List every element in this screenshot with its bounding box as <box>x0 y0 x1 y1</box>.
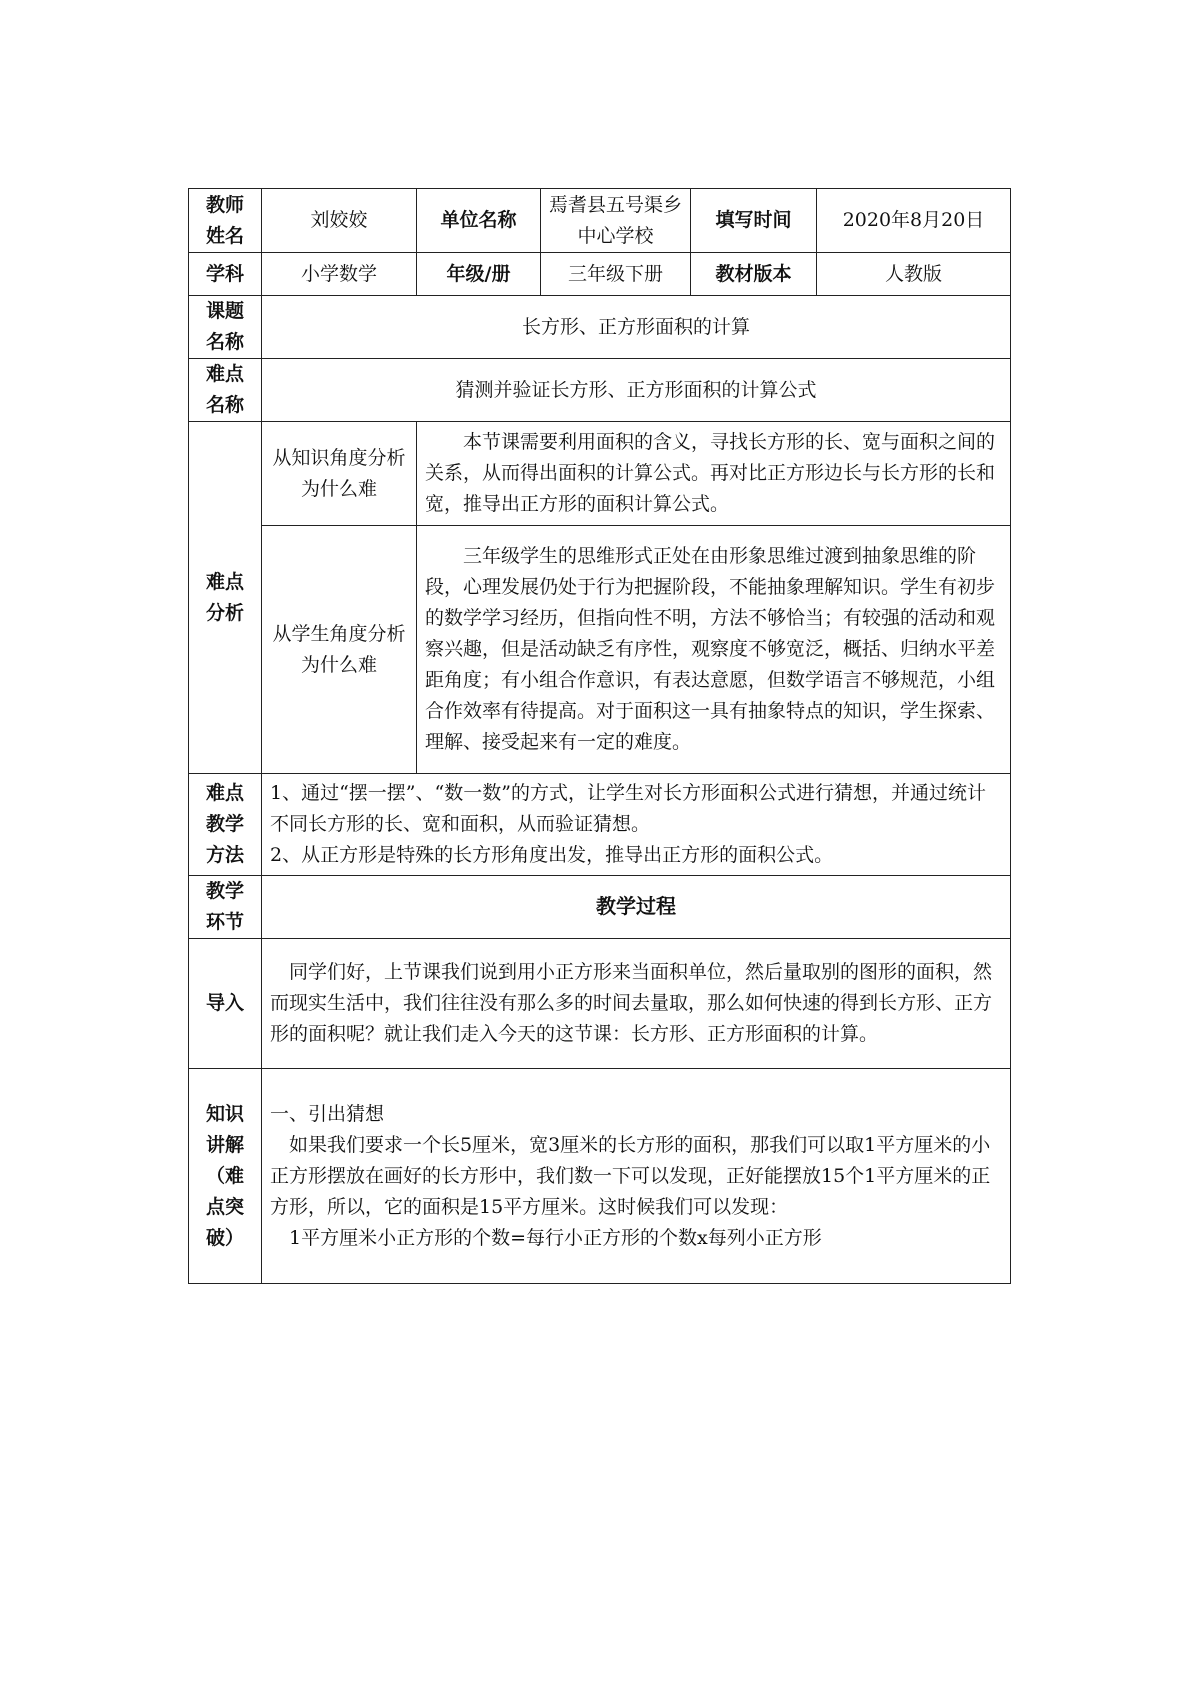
subject-value: 小学数学 <box>262 253 417 296</box>
process-title-cell <box>262 876 1011 939</box>
unit-name-value: 焉耆县五号渠乡中心学校 <box>541 189 691 253</box>
process-label: 教学环节 <box>189 876 262 939</box>
row-subject-info <box>189 253 1011 296</box>
method-item-1: 1、通过“摆一摆”、“数一数”的方式，让学生对长方形面积公式进行猜想，并通过统计不同长方形的长、宽和面积，从而验证猜想。 <box>270 782 986 835</box>
fill-date-value: 2020年8月20日 <box>817 189 1011 253</box>
row-teacher-info <box>189 189 1011 253</box>
lecture-paragraph: 如果我们要求一个长5厘米，宽3厘米的长方形的面积，那我们可以取1平方厘米的小正方形摆放在画好的长方形中，我们数一下可以发现，正好能摆放15个1平方厘米的正方形，所以，它的面积是15平方厘米。这时候我们可以发现： <box>270 1133 991 1218</box>
row-analysis-knowledge <box>189 422 1011 526</box>
lecture-formula: 1平方厘米小正方形的个数=每行小正方形的个数x每列小正方形 <box>289 1226 822 1249</box>
lecture-heading: 一、引出猜想 <box>270 1102 385 1125</box>
unit-name-label: 单位名称 <box>417 189 541 253</box>
grade-label: 年级/册 <box>417 253 541 296</box>
student-angle-text <box>417 526 1011 774</box>
edition-value: 人教版 <box>817 253 1011 296</box>
fill-date-label: 填写时间 <box>691 189 817 253</box>
grade-value: 三年级下册 <box>541 253 691 296</box>
teacher-name-label: 教师姓名 <box>189 189 262 253</box>
row-process-header <box>189 876 1011 939</box>
knowledge-angle-text <box>417 422 1011 526</box>
lesson-plan-table <box>188 188 1011 1284</box>
row-intro <box>189 939 1011 1069</box>
difficulty-value: 猜测并验证长方形、正方形面积的计算公式 <box>262 359 1011 422</box>
intro-text <box>262 939 1011 1069</box>
difficulty-label: 难点名称 <box>189 359 262 422</box>
row-lecture <box>189 1069 1011 1284</box>
subject-label: 学科 <box>189 253 262 296</box>
knowledge-angle-label: 从知识角度分析为什么难 <box>262 422 417 526</box>
knowledge-angle-paragraph: 本节课需要利用面积的含义，寻找长方形的长、宽与面积之间的关系，从而得出面积的计算公式。再对比正方形边长与长方形的长和宽，推导出正方形的面积计算公式。 <box>425 431 996 515</box>
student-angle-label: 从学生角度分析为什么难 <box>262 526 417 774</box>
intro-paragraph: 同学们好，上节课我们说到用小正方形来当面积单位，然后量取别的图形的面积，然而现实生活中，我们往往没有那么多的时间去量取，那么如何快速的得到长方形、正方形的面积呢？就让我们走入今天的这节课：长方形、正方形面积的计算。 <box>270 961 993 1045</box>
row-analysis-student <box>189 526 1011 774</box>
intro-label: 导入 <box>189 939 262 1069</box>
row-topic <box>189 296 1011 359</box>
topic-label: 课题名称 <box>189 296 262 359</box>
analysis-label: 难点分析 <box>189 422 262 774</box>
method-label: 难点教学方法 <box>189 774 262 876</box>
method-text <box>262 774 1011 876</box>
lecture-text <box>262 1069 1011 1284</box>
row-method <box>189 774 1011 876</box>
lecture-label: 知识讲解（难点突破） <box>189 1069 262 1284</box>
row-difficulty <box>189 359 1011 422</box>
method-item-2: 2、从正方形是特殊的长方形角度出发，推导出正方形的面积公式。 <box>270 844 834 866</box>
edition-label: 教材版本 <box>691 253 817 296</box>
teacher-name-value: 刘姣姣 <box>262 189 417 253</box>
topic-value: 长方形、正方形面积的计算 <box>262 296 1011 359</box>
process-title: 教学过程 <box>596 894 676 918</box>
student-angle-paragraph: 三年级学生的思维形式正处在由形象思维过渡到抽象思维的阶段，心理发展仍处于行为把握阶段，不能抽象理解知识。学生有初步的数学学习经历，但指向性不明，方法不够恰当；有较强的活动和观察兴趣，但是活动缺乏有序性，观察度不够宽泛，概括、归纳水平差距角度；有小组合作意识，有表达意愿，但数学语言不够规范，小组合作效率有待提高。对于面积这一具有抽象特点的知识，学生探索、理解、接受起来有一定的难度。 <box>425 545 996 753</box>
